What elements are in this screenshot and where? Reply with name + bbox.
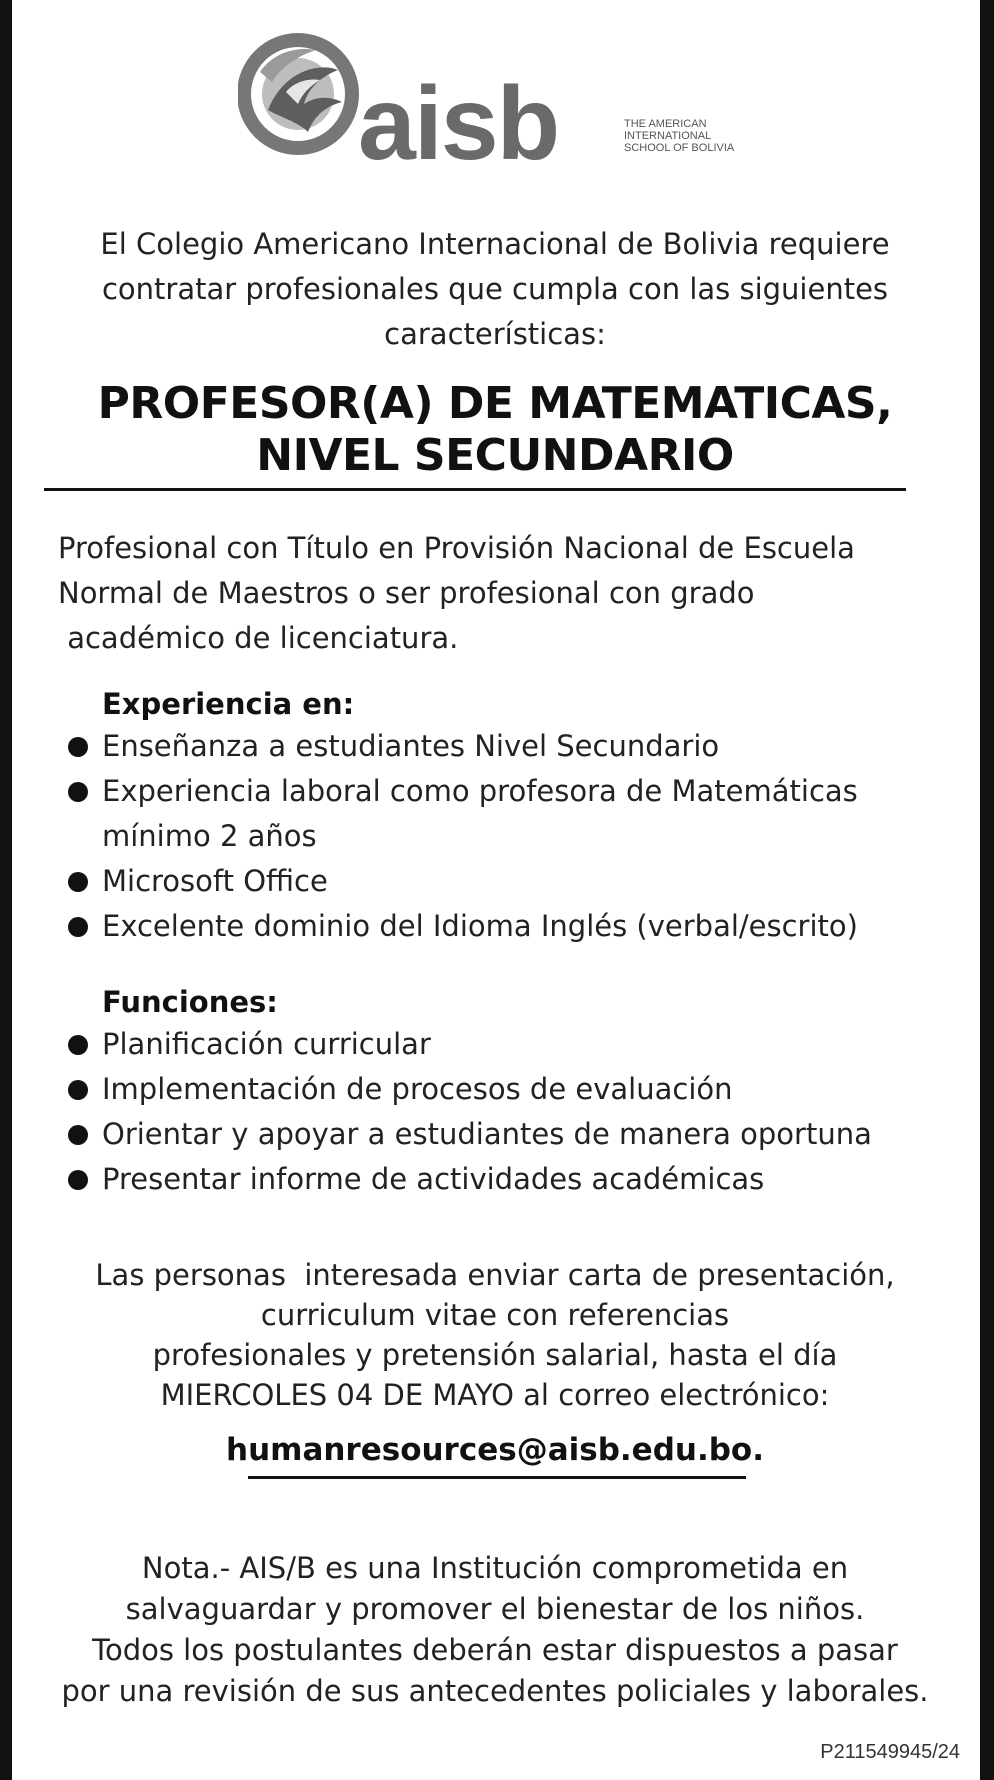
intro-paragraph [60, 222, 930, 357]
job-title-line: PROFESOR(A) DE MATEMATICAS, [97, 378, 893, 429]
apply-line: MIERCOLES 04 DE MAYO al correo electrónico: [160, 1378, 830, 1412]
intro-line: características: [384, 317, 606, 351]
note-line: Todos los postulantes deberán estar dispuestos a pasar [92, 1633, 898, 1667]
note-line: salvaguardar y promover el bienestar de los niños. [125, 1592, 865, 1626]
list-item-text: Implementación de procesos de evaluación [102, 1072, 733, 1106]
list-item-text: Excelente dominio del Idioma Inglés (verbal/escrito) [102, 909, 858, 943]
note-line: por una revisión de sus antecedentes policiales y laborales. [61, 1674, 929, 1708]
bullet-icon [68, 1080, 88, 1100]
application-instructions [60, 1255, 930, 1415]
right-border [980, 0, 994, 1780]
logo-subtitle-line: SCHOOL OF BOLIVIA [624, 142, 735, 154]
profile-requirements [58, 526, 928, 661]
profile-line: Normal de Maestros o ser profesional con grado [58, 576, 755, 610]
heading-divider [44, 488, 906, 491]
job-title-line: NIVEL SECUNDARIO [256, 430, 734, 481]
list-item-text: Microsoft Office [102, 864, 328, 898]
reference-code: P211549945/24 [820, 1741, 960, 1763]
logo-subtitle [624, 118, 764, 154]
profile-line: Profesional con Título en Provisión Nacional de Escuela [58, 531, 855, 565]
apply-line: curriculum vitae con referencias [260, 1298, 730, 1332]
intro-line: El Colegio Americano Internacional de Bolivia requiere [100, 227, 890, 261]
experience-title: Experiencia en: [102, 687, 355, 721]
list-item [66, 769, 946, 859]
list-item [66, 1067, 946, 1112]
bullet-icon [68, 782, 88, 802]
logo-wordmark: aisb [358, 66, 559, 182]
bullet-icon [68, 1125, 88, 1145]
note-line: Nota.- AIS/B es una Institución comprometida en [141, 1551, 849, 1585]
list-item-text: Presentar informe de actividades académicas [102, 1162, 765, 1196]
bullet-icon [68, 917, 88, 937]
list-item [66, 904, 946, 949]
aisb-logo [238, 32, 758, 182]
list-item [66, 859, 946, 904]
bullet-icon [68, 1170, 88, 1190]
contact-email: humanresources@aisb.edu.bo. [226, 1432, 764, 1468]
logo-subtitle-line: INTERNATIONAL [624, 130, 712, 142]
functions-list [66, 1022, 946, 1202]
list-item-text: Orientar y apoyar a estudiantes de manera oportuna [102, 1117, 872, 1151]
apply-line: Las personas interesada enviar carta de presentación, [95, 1258, 895, 1292]
experience-list [66, 724, 946, 949]
list-item [66, 1022, 946, 1067]
left-border [0, 0, 12, 1780]
bullet-icon [68, 872, 88, 892]
list-item-text: Enseñanza a estudiantes Nivel Secundario [102, 729, 720, 763]
bullet-icon [68, 1035, 88, 1055]
profile-line: académico de licenciatura. [58, 621, 459, 655]
list-item-text: Planificación curricular [102, 1027, 431, 1061]
list-item [66, 1157, 946, 1202]
list-item-text: Experiencia laboral como profesora de Matemáticas mínimo 2 años [102, 774, 858, 853]
email-underline [248, 1476, 746, 1479]
list-item [66, 1112, 946, 1157]
phoenix-emblem-icon [238, 32, 368, 162]
intro-line: contratar profesionales que cumpla con las siguientes [101, 272, 889, 306]
apply-line: profesionales y pretensión salarial, hasta el día [152, 1338, 838, 1372]
child-protection-note [40, 1548, 950, 1712]
list-item [66, 724, 946, 769]
functions-title: Funciones: [102, 985, 278, 1019]
job-title-heading [30, 378, 960, 482]
bullet-icon [68, 737, 88, 757]
logo-subtitle-line: THE AMERICAN [624, 118, 707, 130]
